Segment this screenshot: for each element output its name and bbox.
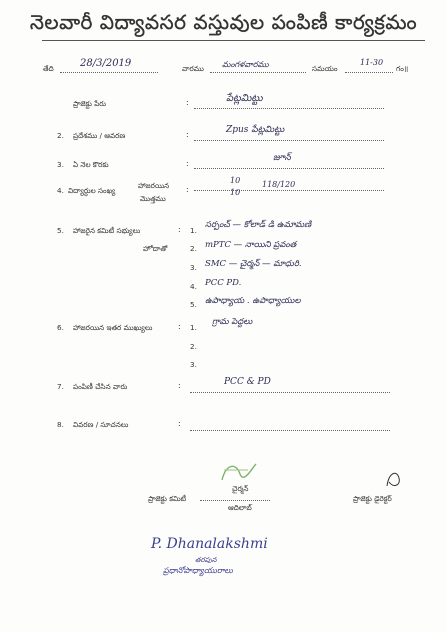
day-label: వారము (182, 64, 204, 73)
time-line (345, 72, 393, 73)
row-7-label: పంపిణీ చేసిన వారు (73, 382, 128, 391)
committee-number-3: 3. (190, 263, 197, 272)
row-4-number: 4. (57, 186, 64, 195)
adilab-label: ఆదిలాబ్ (228, 503, 252, 512)
row-6-label: హాజరయిన ఇతర ముఖ్యులు (73, 323, 153, 332)
chairman-label: చైర్మన్ (232, 484, 249, 493)
committee-number-2: 2. (190, 244, 197, 253)
row-3-number: 3. (57, 160, 64, 169)
row-1-label: ప్రాజెక్టు పేరు (73, 99, 107, 108)
row-4-extra-value: 118/120 (262, 180, 296, 189)
row-7-value: PCC & PD (224, 377, 271, 387)
others-number-2: 2. (190, 342, 197, 351)
row-4-line (194, 190, 384, 191)
row-4-total-label: మొత్తము (140, 194, 166, 203)
row-4-colon: : (186, 185, 189, 194)
row-5-label: హాజరైన కమిటీ సభ్యులు (73, 226, 141, 235)
row-1-colon: : (186, 98, 189, 107)
director-signature-mark (383, 466, 405, 492)
date-label: తేది (43, 64, 54, 73)
committee-entry-1: సర్పంచ్ — కోలాడ్ డి ఉమామణి (205, 220, 312, 230)
committee-number-1: 1. (190, 226, 197, 235)
others-number-3: 3. (190, 360, 197, 369)
committee-entry-4: PCC PD. (205, 278, 242, 288)
row-8-label: వివరణ / సూచనలు (73, 420, 129, 429)
day-line (210, 72, 306, 73)
row-6-colon: : (178, 322, 181, 331)
row-2-value: Zpus పేట్లమిట్టు (226, 125, 285, 135)
time-label: సమయం (312, 64, 338, 73)
row-8-colon: : (178, 419, 181, 428)
day-value: మంగళవారము (222, 60, 269, 69)
row-2-number: 2. (57, 131, 64, 140)
chairman-line (200, 500, 270, 501)
row-4-label: విద్యార్థుల సంఖ్య (68, 186, 116, 195)
committee-entry-3: SMC — చైర్మన్ — మాధురి. (205, 259, 302, 269)
committee-number-5: 5. (190, 300, 197, 309)
row-7-number: 7. (57, 382, 64, 391)
hours-unit: గం॥ (396, 64, 409, 73)
row-2-colon: : (186, 130, 189, 139)
signature-name: P. Dhanalakshmi (151, 536, 268, 552)
signature-caption-1: తరపున (195, 556, 217, 564)
row-3-line (194, 168, 384, 169)
row-3-colon: : (186, 159, 189, 168)
date-value: 28/3/2019 (80, 58, 132, 69)
row-1-value: పేట్లమిట్టు (226, 93, 263, 104)
row-8-number: 8. (57, 420, 64, 429)
row-5-number: 5. (57, 226, 64, 235)
committee-number-4: 4. (190, 282, 197, 291)
row-4-present-value: 10 (230, 176, 241, 185)
page-title: నెలవారీ విద్యావసర వస్తువుల పంపిణీ కార్యక్రమం (29, 10, 418, 34)
row-7-line (190, 392, 390, 393)
signature-caption-2: ప్రధానోపాధ్యాయురాలు (163, 566, 233, 575)
title-underline (42, 40, 425, 41)
row-5-label-2: హోదాతో (143, 244, 168, 253)
others-entry-1: గ్రామ పెద్దలు (212, 317, 253, 327)
project-director-label: ప్రాజెక్టు డైరెక్టర్ (353, 494, 392, 503)
committee-signature-label: ప్రాజెక్టు కమిటీ (148, 494, 187, 503)
row-2-label: ప్రదేశము / ఆవరణ (73, 131, 126, 140)
row-4-present-label: హాజరయిన (138, 181, 170, 190)
row-8-line (190, 430, 390, 431)
row-3-value: జూన్ (273, 153, 291, 163)
row-5-colon: : (178, 225, 181, 234)
row-6-number: 6. (57, 323, 64, 332)
row-7-colon: : (178, 381, 181, 390)
row-4-total-value: 10 (230, 188, 241, 197)
others-number-1: 1. (190, 323, 197, 332)
date-line (60, 72, 158, 73)
row-2-line (194, 140, 384, 141)
time-value: 11-30 (360, 58, 384, 67)
row-1-line (194, 108, 384, 109)
committee-entry-5: ఉపాధ్యాయ . ఉపాధ్యాయుల (205, 296, 301, 306)
row-3-label: ఏ నెల కొరకు (73, 160, 109, 169)
committee-entry-2: mPTC — నాయిని ప్రవంత (205, 240, 297, 250)
